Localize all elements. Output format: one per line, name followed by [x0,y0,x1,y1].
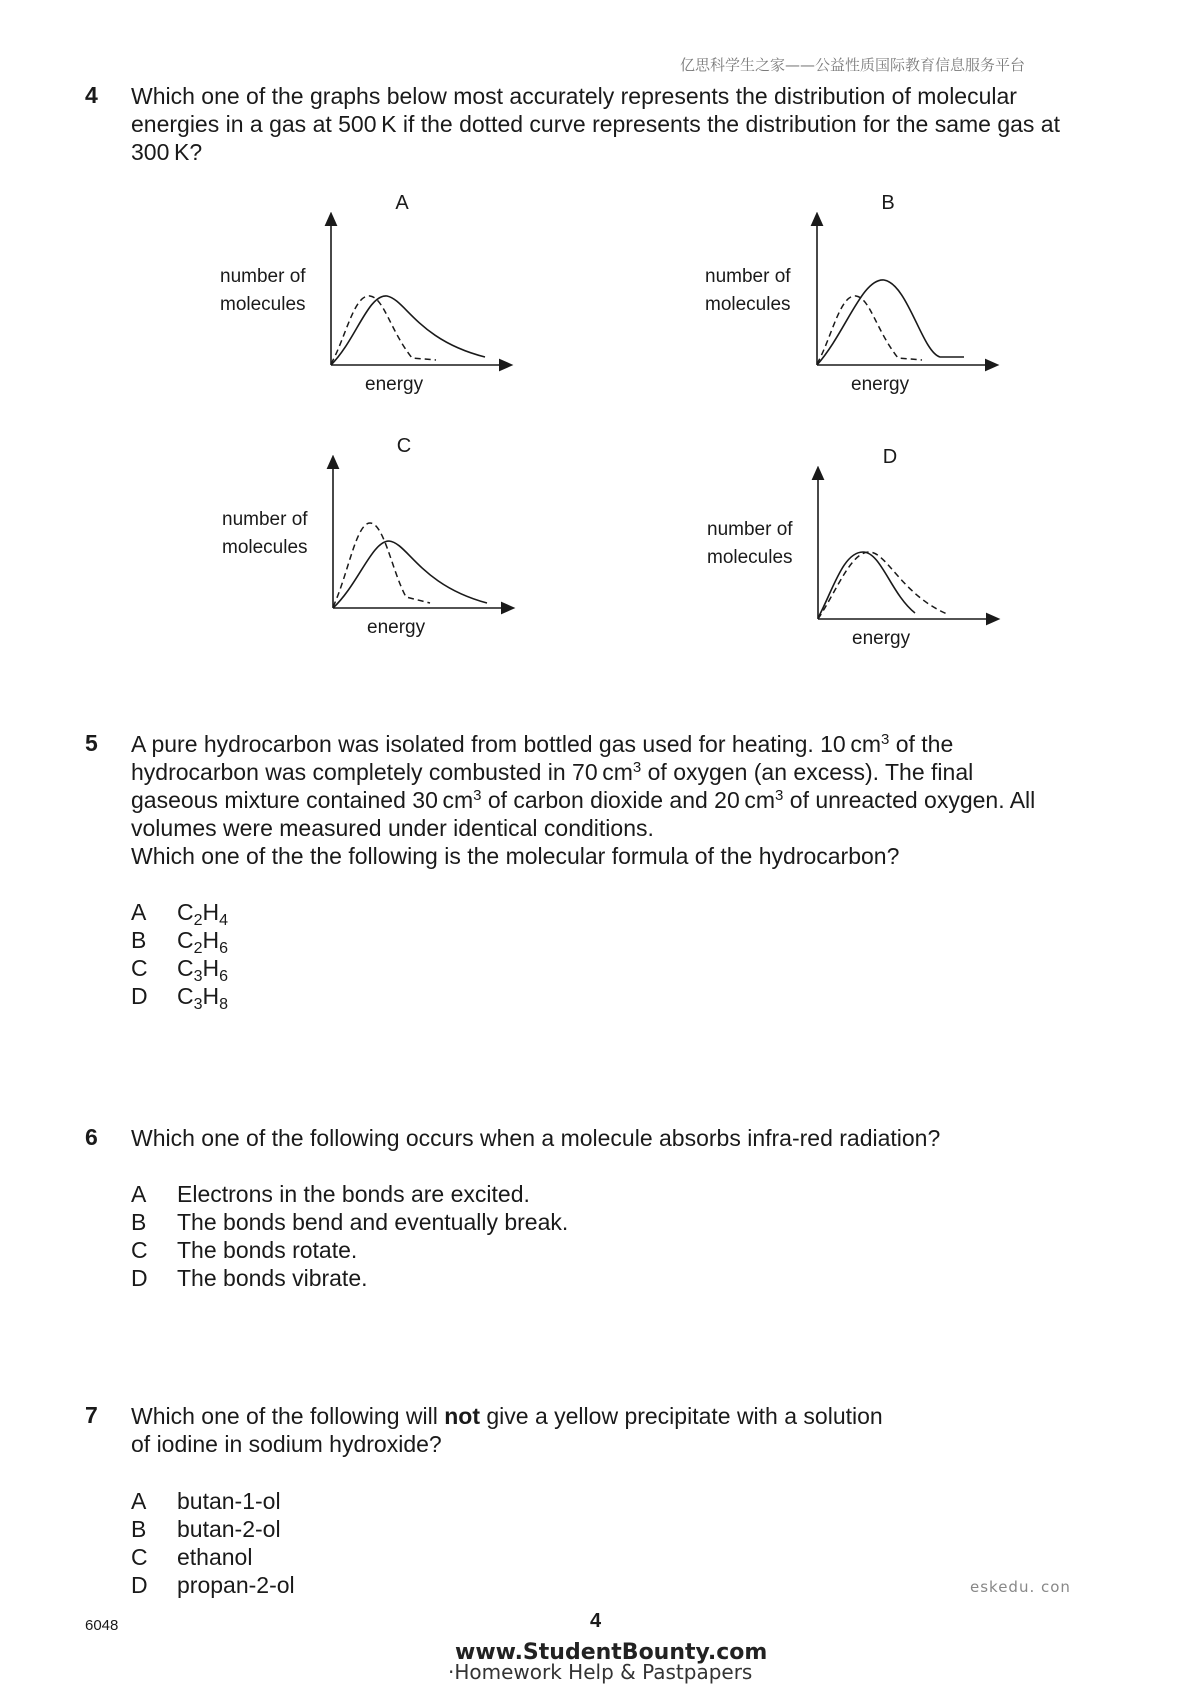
q5-option-b: B $C_2H_6$ [131,927,229,957]
q5-option-c: C $C_3H_6$ [131,955,229,985]
graph-c-xlabel: energy [367,617,426,638]
studentbounty-logo-line2: ·Homework Help & Pastpapers [448,1660,753,1684]
graph-a-label: A [395,192,409,214]
q7-option-d: D propan-2-ol [131,1572,295,1598]
q7-number: 7 [85,1402,98,1428]
q6-number: 6 [85,1124,98,1150]
graph-b-xlabel: energy [851,374,910,395]
page-number: 4 [590,1610,602,1632]
graph-d-dotted-curve [818,552,947,619]
q7-option-b: B butan-2-ol [131,1516,281,1542]
q5-number: 5 [85,730,98,756]
graph-d-solid-curve [818,552,915,618]
paper-code: 6048 [85,1617,119,1634]
graph-d-label: D [882,446,898,468]
q7-option-a: A butan-1-ol [131,1488,281,1514]
q4-text: Which one of the graphs below most accurately represents the distribution of molecular energies in a gas at 500 K if the dotted curve represents the distribution for the same gas at 300 K? [131,83,1060,165]
q4-number: 4 [85,82,98,108]
graph-b-solid-curve [817,280,964,365]
graph-a-dotted-curve [331,296,436,364]
graph-d [811,466,1001,626]
q7-option-c: C ethanol [131,1544,253,1570]
header-site-text: 亿思科学生之家——公益性质国际教育信息服务平台 [680,56,1026,74]
q6-option-c: C The bonds rotate. [131,1237,358,1263]
studentbounty-logo-line1: www.StudentBounty.com [455,1640,768,1665]
graph-b-ylabel: number of molecules [705,266,791,315]
graph-b-label: B [881,192,895,214]
watermark-text: eskedu. con [970,1578,1071,1596]
graph-d-xlabel: energy [852,628,911,649]
graph-a [324,212,514,372]
graph-b-dotted-curve [817,296,922,364]
graph-d-ylabel: number of molecules [707,519,793,568]
graph-a-ylabel: number of molecules [220,266,306,315]
graph-a-xlabel: energy [365,374,424,395]
q7-emphasis-not: not [444,1403,480,1429]
q5-options [131,898,229,1013]
q6-text: Which one of the following occurs when a molecule absorbs infra-red radiation? [131,1125,941,1151]
q5-text: A pure hydrocarbon was isolated from bottled gas used for heating. 10 $cm^3$ of the hydrocarbon was completely combusted in 70 $cm^3$ of oxygen (an excess). The final gaseous mixture contained 30 $cm^3$ of carbon dioxide and 20 $cm^3$ of unreacted oxygen. All volumes were measured under identical conditions. Which one of the the following is the molecular formula of the hydrocarbon? [131,731,1036,869]
graph-b [810,212,1000,372]
graph-c-dotted-curve [333,523,430,607]
q5-option-d: D $C_3H_8$ [131,983,229,1013]
q6-option-b: B The bonds bend and eventually break. [131,1209,569,1235]
q5-option-a: A $C_2H_4$ [131,899,229,929]
q6-options [131,1180,568,1292]
graph-c [326,455,516,615]
q6-option-a: A Electrons in the bonds are excited. [131,1181,530,1207]
graph-c-label: C [396,435,412,457]
q7-options [131,1487,295,1599]
graph-a-solid-curve [331,296,485,365]
q7-text: Which one of the following will not give a yellow precipitate with a solution of iodine in sodium hydroxide? [131,1403,883,1457]
graph-c-ylabel: number of molecules [222,509,308,558]
q6-option-d: D The bonds vibrate. [131,1265,368,1291]
